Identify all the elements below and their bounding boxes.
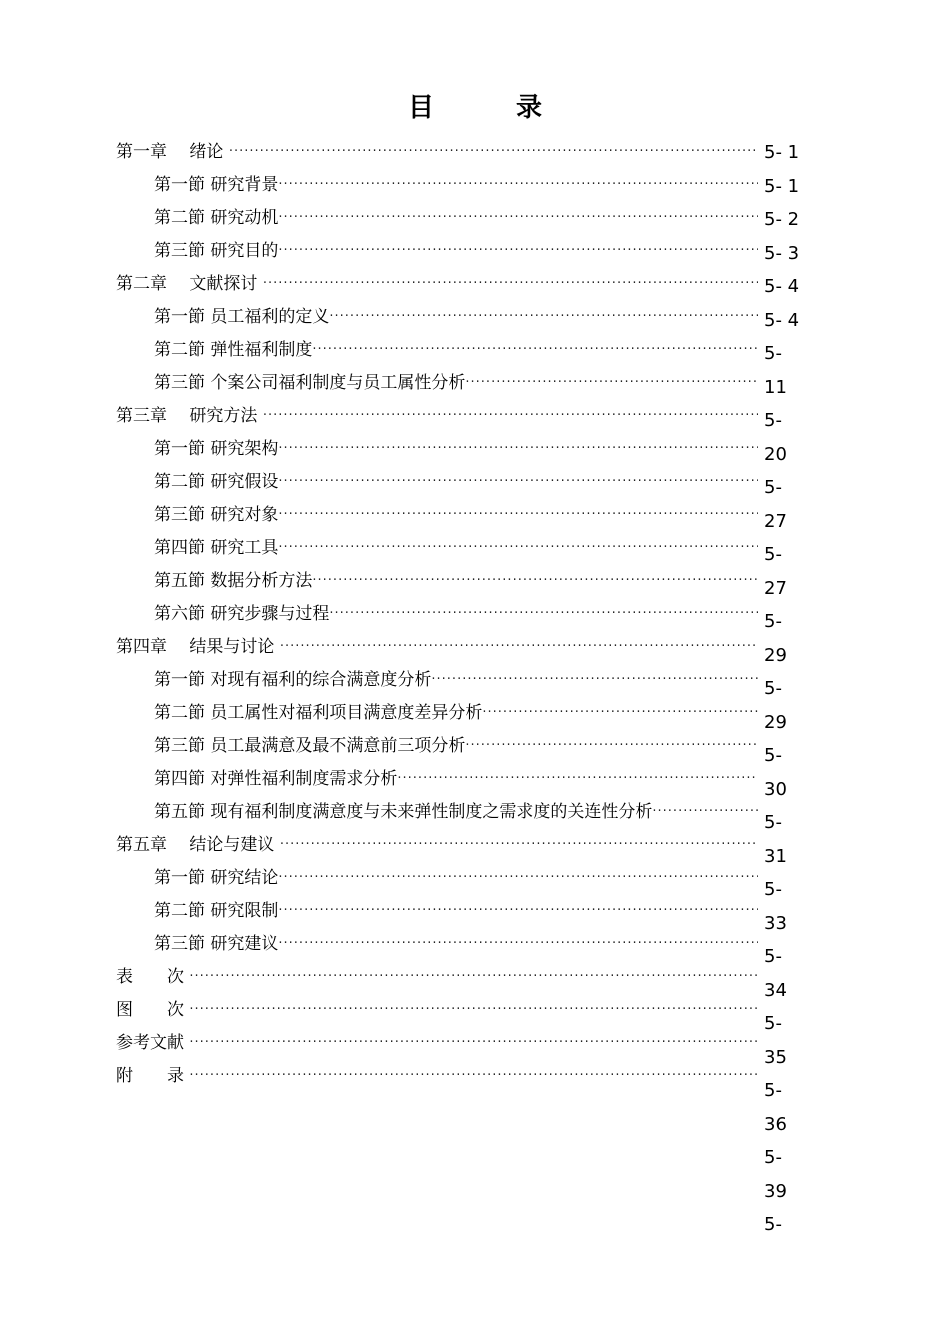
dot-leader — [278, 928, 758, 961]
dot-leader — [189, 1027, 758, 1060]
dot-leader — [397, 763, 758, 796]
toc-section-entry[interactable] — [116, 235, 758, 268]
table-of-contents — [116, 136, 758, 1093]
page-number: 5- — [764, 410, 782, 431]
dot-leader — [278, 433, 758, 466]
page-number: 5- — [764, 1214, 782, 1235]
page-title: 目 录 — [407, 93, 570, 123]
toc-entry-label: 第二節 研究动机 — [154, 202, 278, 235]
toc-entry-label: 第五節 数据分析方法 — [154, 565, 312, 598]
toc-section-entry[interactable] — [116, 796, 758, 829]
page-number: 39 — [764, 1180, 787, 1202]
dot-leader — [278, 235, 758, 268]
toc-chapter-entry[interactable] — [116, 268, 758, 301]
page-number: 5- — [764, 544, 782, 565]
toc-chapter-entry[interactable] — [116, 829, 758, 862]
page-number: 29 — [764, 644, 787, 666]
toc-section-entry[interactable] — [116, 928, 758, 961]
dot-leader — [229, 136, 758, 169]
page-number: 5- — [764, 946, 782, 967]
dot-leader — [312, 334, 758, 367]
page-number: 5- — [764, 879, 782, 900]
toc-chapter-entry[interactable] — [116, 994, 758, 1027]
toc-entry-label: 第二節 研究假设 — [154, 466, 278, 499]
toc-section-entry[interactable] — [116, 532, 758, 565]
dot-leader — [652, 796, 758, 829]
toc-entry-label: 第一節 研究背景 — [154, 169, 278, 202]
toc-section-entry[interactable] — [116, 499, 758, 532]
toc-section-entry[interactable] — [116, 169, 758, 202]
dot-leader — [263, 268, 758, 301]
toc-section-entry[interactable] — [116, 697, 758, 730]
toc-section-entry[interactable] — [116, 202, 758, 235]
page-number: 5- 2 — [764, 209, 800, 230]
page-number: 11 — [764, 376, 787, 398]
toc-entry-label: 第四節 对弹性福利制度需求分析 — [154, 763, 397, 796]
page-number: 29 — [764, 711, 787, 733]
toc-section-entry[interactable] — [116, 862, 758, 895]
toc-section-entry[interactable] — [116, 598, 758, 631]
dot-leader — [482, 697, 758, 730]
toc-entry-label: 第二節 研究限制 — [154, 895, 278, 928]
toc-section-entry[interactable] — [116, 664, 758, 697]
toc-entry-label: 第六節 研究步骤与过程 — [154, 598, 329, 631]
toc-entry-label: 第三章 研究方法 — [116, 400, 263, 433]
page-number: 5- 4 — [764, 309, 800, 331]
dot-leader — [278, 862, 758, 895]
page-number: 5- — [764, 1080, 782, 1101]
dot-leader — [278, 499, 758, 532]
dot-leader — [263, 400, 758, 433]
toc-section-entry[interactable] — [116, 730, 758, 763]
dot-leader — [329, 598, 758, 631]
toc-entry-label: 第一節 员工福利的定义 — [154, 301, 329, 334]
dot-leader — [189, 1060, 758, 1093]
dot-leader — [278, 466, 758, 499]
toc-entry-label: 第二節 员工属性对福利项目满意度差异分析 — [154, 697, 482, 730]
toc-entry-label: 第一節 研究架构 — [154, 433, 278, 466]
page-number: 5- 1 — [764, 175, 800, 197]
toc-section-entry[interactable] — [116, 301, 758, 334]
page-number: 20 — [764, 443, 787, 465]
dot-leader — [312, 565, 758, 598]
toc-section-entry[interactable] — [116, 466, 758, 499]
toc-section-entry[interactable] — [116, 433, 758, 466]
page-number: 5- — [764, 745, 782, 766]
toc-entry-label: 第四章 结果与讨论 — [116, 631, 280, 664]
page-number: 5- 3 — [764, 242, 800, 264]
toc-entry-label: 第一節 研究结论 — [154, 862, 278, 895]
dot-leader — [278, 895, 758, 928]
toc-section-entry[interactable] — [116, 367, 758, 400]
toc-entry-label: 第三節 研究目的 — [154, 235, 278, 268]
toc-chapter-entry[interactable] — [116, 631, 758, 664]
page-number: 31 — [764, 845, 787, 867]
toc-chapter-entry[interactable] — [116, 136, 758, 169]
dot-leader — [278, 169, 758, 202]
toc-entry-label: 第三節 员工最满意及最不满意前三项分析 — [154, 730, 465, 763]
page-number: 5- — [764, 812, 782, 833]
page-number: 5- — [764, 477, 782, 498]
page-number: 33 — [764, 912, 787, 934]
page-number: 5- — [764, 1013, 782, 1034]
dot-leader — [278, 202, 758, 235]
page-number: 5- — [764, 678, 782, 699]
page-number: 35 — [764, 1046, 787, 1068]
page-number-column — [764, 136, 824, 1242]
toc-entry-label: 第三節 研究对象 — [154, 499, 278, 532]
dot-leader — [431, 664, 758, 697]
page-number: 27 — [764, 577, 787, 599]
dot-leader — [465, 730, 758, 763]
toc-entry-label: 附 录 — [116, 1060, 189, 1093]
toc-entry-label: 表 次 — [116, 961, 189, 994]
toc-entry-label: 第二節 弹性福利制度 — [154, 334, 312, 367]
toc-chapter-entry[interactable] — [116, 400, 758, 433]
toc-entry-label: 第四節 研究工具 — [154, 532, 278, 565]
page-number: 34 — [764, 979, 787, 1001]
toc-entry-label: 第一章 绪论 — [116, 136, 229, 169]
dot-leader — [278, 532, 758, 565]
page-number: 27 — [764, 510, 787, 532]
toc-section-entry[interactable] — [116, 895, 758, 928]
dot-leader — [189, 961, 758, 994]
page-number: 5- — [764, 1147, 782, 1168]
page-number: 5- — [764, 343, 782, 364]
toc-chapter-entry[interactable] — [116, 1060, 758, 1093]
dot-leader — [189, 994, 758, 1027]
toc-section-entry[interactable] — [116, 763, 758, 796]
toc-entry-label: 第三節 研究建议 — [154, 928, 278, 961]
dot-leader — [329, 301, 758, 334]
toc-entry-label: 第五章 结论与建议 — [116, 829, 280, 862]
page-number: 5- 4 — [764, 276, 800, 297]
toc-section-entry[interactable] — [116, 565, 758, 598]
page-number: 30 — [764, 778, 787, 800]
page-number: 5- — [764, 611, 782, 632]
toc-chapter-entry[interactable] — [116, 961, 758, 994]
toc-chapter-entry[interactable] — [116, 1027, 758, 1060]
dot-leader — [280, 631, 758, 664]
toc-entry-label: 图 次 — [116, 994, 189, 1027]
page-number: 36 — [764, 1113, 787, 1135]
toc-entry-label: 第三節 个案公司福利制度与员工属性分析 — [154, 367, 465, 400]
toc-section-entry[interactable] — [116, 334, 758, 367]
dot-leader — [280, 829, 758, 862]
page-number: 5- 1 — [764, 142, 800, 163]
dot-leader — [465, 367, 758, 400]
toc-entry-label: 第二章 文献探讨 — [116, 268, 263, 301]
toc-entry-label: 第一節 对现有福利的综合满意度分析 — [154, 664, 431, 697]
toc-entry-label: 参考文献 — [116, 1027, 189, 1060]
toc-entry-label: 第五節 现有福利制度满意度与未来弹性制度之需求度的关连性分析 — [154, 796, 652, 829]
